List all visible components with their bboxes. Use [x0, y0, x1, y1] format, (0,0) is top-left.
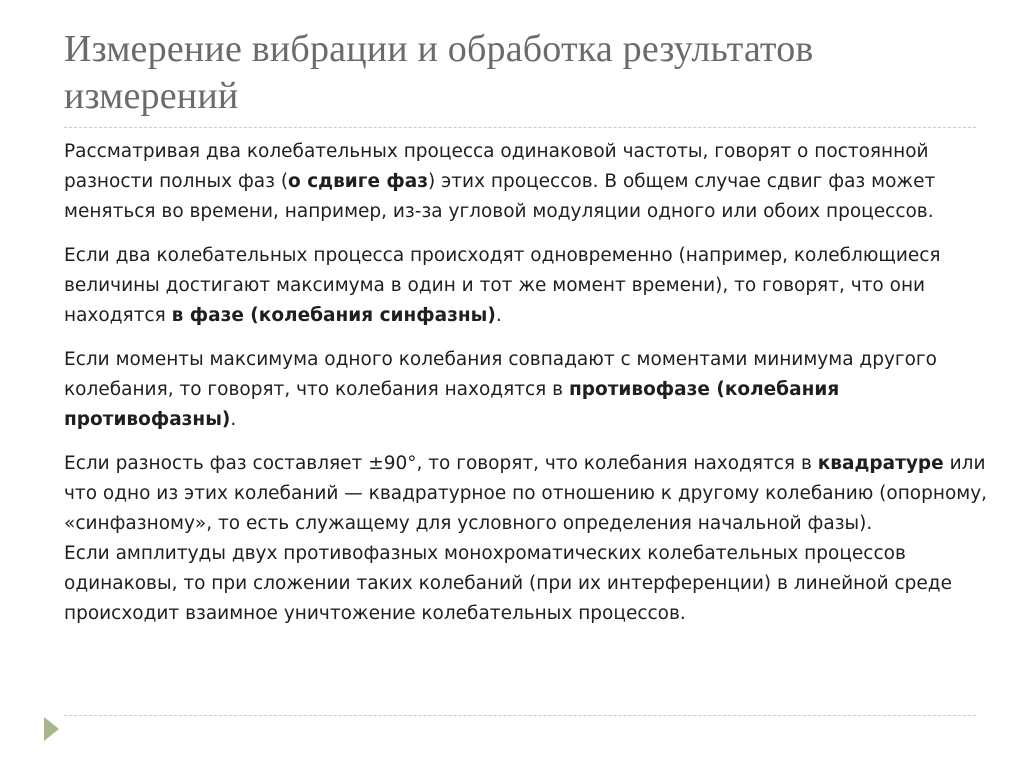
paragraph-text: Если моменты максимума одного колебания совпадают с моментами минимума другого колебания, то говорят, что колебания находятся в [64, 349, 937, 400]
term-phase-shift: о сдвиге фаз [288, 171, 429, 192]
term-antiphase: противофазе (колебания противофазны) [64, 379, 840, 430]
triangle-right-icon[interactable] [44, 717, 59, 741]
paragraph-text: . [495, 305, 502, 326]
paragraph-text: . [230, 409, 237, 430]
paragraph-interference: Если амплитуды двух противофазных монохроматических колебательных процессов одинаковы, то при сложении таких колебаний (при их интерференции) в линейной среде происходит взаимное уничтожение колебательных процессов. [64, 543, 952, 624]
paragraph-phase-shift [64, 137, 994, 227]
paragraph-in-phase [64, 241, 994, 331]
paragraph-text: Если разность фаз составляет ±90°, то говорят, что колебания находятся в [64, 453, 818, 474]
paragraph-text: ) этих процессов. В общем случае сдвиг фаз может меняться во времени, например, из-за угловой модуляции одного или обоих процессов. [64, 171, 936, 222]
slide-body [64, 137, 994, 629]
title-divider [64, 127, 976, 128]
paragraph-text: или что одно из этих колебаний — квадратурное по отношению к другому колебанию (опорному, «синфазному», то есть служащему для условного определения начальной фазы). [64, 453, 988, 534]
paragraph-antiphase [64, 345, 994, 435]
paragraph-quadrature [64, 449, 994, 539]
paragraph-text: Рассматривая два колебательных процесса одинаковой частоты, говорят о постоянной разности полных фаз ( [64, 141, 929, 192]
term-in-phase: в фазе (колебания синфазны) [171, 305, 496, 326]
footer-divider [64, 715, 976, 716]
slide-title: Измерение вибрации и обработка результатов измерений [64, 28, 814, 117]
paragraph-text: Если два колебательных процесса происходят одновременно (например, колеблющиеся величины достигают максимума в один и тот же момент времени), то говорят, что они находятся [64, 245, 941, 326]
term-quadrature: квадратуре [817, 453, 944, 474]
